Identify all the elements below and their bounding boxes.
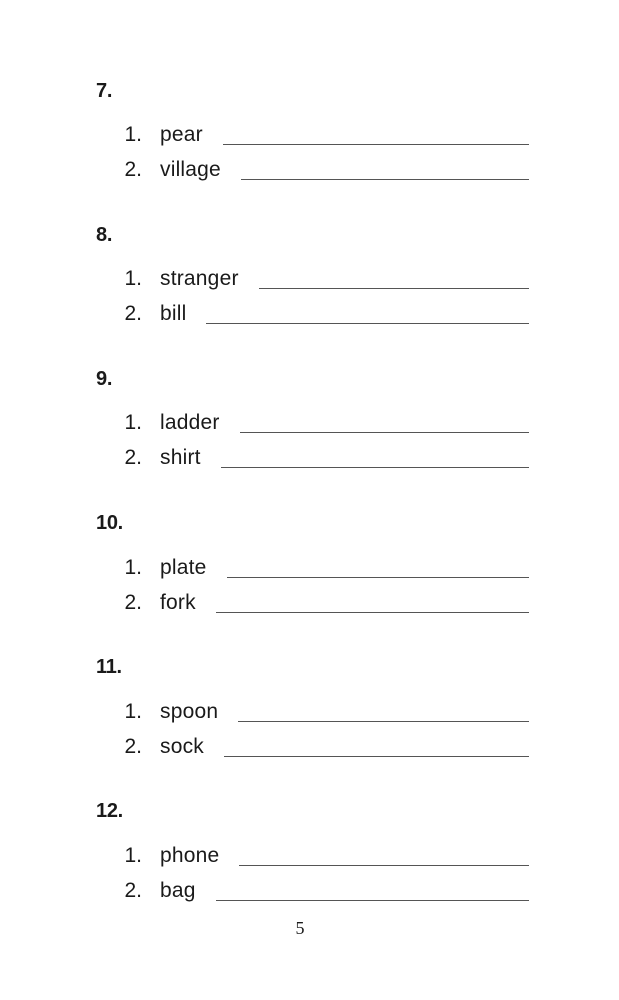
answer-line[interactable] [240, 432, 529, 433]
list-item [0, 843, 619, 871]
list-item [0, 410, 619, 438]
answer-line[interactable] [223, 144, 529, 145]
answer-line[interactable] [239, 865, 529, 866]
list-item [0, 590, 619, 618]
exercise-number: 9. [96, 368, 113, 390]
item-number: 2. [124, 591, 142, 614]
answer-line[interactable] [224, 756, 529, 757]
list-item [0, 878, 619, 906]
answer-line[interactable] [221, 467, 529, 468]
list-item [0, 734, 619, 762]
list-item [0, 555, 619, 583]
item-number: 2. [124, 158, 142, 181]
item-word: bill [160, 302, 187, 325]
item-word: phone [160, 844, 220, 867]
exercise-number: 12. [96, 800, 123, 822]
item-number: 1. [124, 844, 142, 867]
item-number: 1. [124, 123, 142, 146]
item-word: spoon [160, 700, 219, 723]
exercise-number: 7. [96, 80, 113, 102]
list-item [0, 122, 619, 150]
list-item [0, 266, 619, 294]
answer-line[interactable] [216, 612, 529, 613]
exercise-number: 8. [96, 224, 113, 246]
answer-line[interactable] [259, 288, 529, 289]
page-number: 5 [295, 918, 305, 938]
answer-line[interactable] [227, 577, 529, 578]
answer-line[interactable] [216, 900, 529, 901]
answer-line[interactable] [241, 179, 529, 180]
item-number: 1. [124, 556, 142, 579]
list-item [0, 157, 619, 185]
item-word: plate [160, 556, 207, 579]
item-word: sock [160, 735, 204, 758]
item-number: 1. [124, 411, 142, 434]
item-word: ladder [160, 411, 220, 434]
list-item [0, 699, 619, 727]
list-item [0, 445, 619, 473]
list-item [0, 301, 619, 329]
item-number: 1. [124, 700, 142, 723]
exercise-number: 10. [96, 512, 123, 534]
item-number: 2. [124, 879, 142, 902]
item-word: pear [160, 123, 203, 146]
item-word: fork [160, 591, 196, 614]
item-word: shirt [160, 446, 201, 469]
answer-line[interactable] [206, 323, 529, 324]
item-number: 2. [124, 302, 142, 325]
item-number: 2. [124, 735, 142, 758]
item-word: village [160, 158, 221, 181]
item-number: 1. [124, 267, 142, 290]
item-number: 2. [124, 446, 142, 469]
item-word: bag [160, 879, 196, 902]
answer-line[interactable] [238, 721, 529, 722]
item-word: stranger [160, 267, 239, 290]
exercise-number: 11. [96, 656, 122, 678]
